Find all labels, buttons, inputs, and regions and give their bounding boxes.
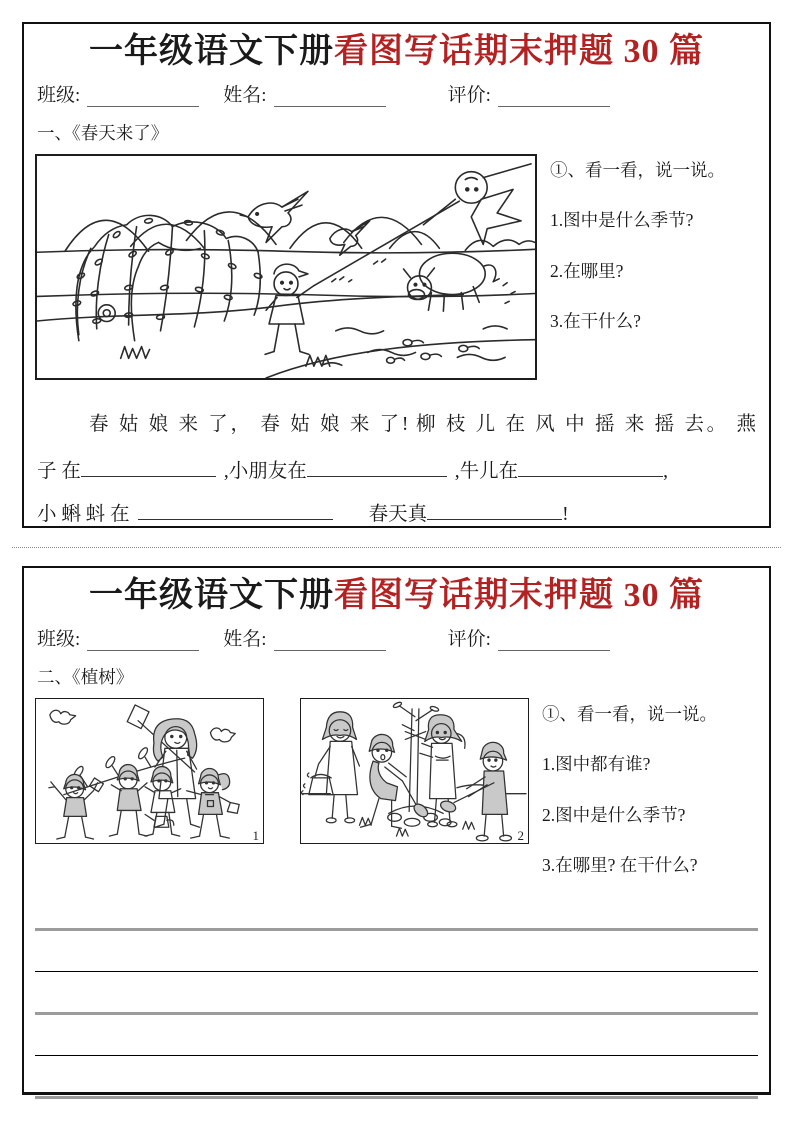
page-divider-dotted-line — [12, 547, 781, 548]
tree-planting-illustration-2 — [300, 698, 529, 844]
class-blank-line — [87, 630, 199, 651]
title-red-part: 看图写话期末押题 30 篇 — [334, 577, 704, 614]
fill-blank-spring — [427, 489, 562, 520]
page-title — [35, 576, 758, 617]
worksheet-page-1 — [22, 22, 771, 528]
paragraph-line-3 — [37, 489, 756, 532]
eval-field — [448, 86, 610, 107]
writing-lines-area — [35, 928, 758, 1099]
name-field — [223, 86, 385, 107]
class-label: 班级: — [37, 84, 81, 106]
eval-field — [448, 630, 610, 651]
paragraph-text: 子 在 — [37, 460, 81, 482]
eval-label: 评价: — [447, 628, 491, 650]
spring-scene-drawing — [37, 156, 535, 378]
question-item: 2.图中是什么季节? — [542, 804, 686, 825]
question-item: 1.图中都有谁? — [542, 754, 651, 775]
tree-planting-illustration-1 — [35, 698, 264, 844]
question-heading: ①、看一看，说一说。 — [550, 159, 725, 180]
name-blank-line — [274, 86, 386, 107]
fill-blank-children — [307, 446, 447, 477]
exercise-2-pictures — [35, 698, 529, 844]
paragraph-line-2 — [37, 446, 756, 489]
meta-row — [37, 623, 758, 651]
fill-blank-swallows — [81, 446, 216, 477]
meta-row — [37, 79, 758, 107]
paragraph-text: 小 蝌 蚪 在 — [37, 503, 130, 525]
paragraph-text: ,小朋友在 — [223, 460, 307, 482]
page-title — [35, 32, 758, 73]
class-field — [37, 86, 199, 107]
name-field — [223, 630, 385, 651]
name-blank-line — [274, 630, 386, 651]
writing-line — [35, 1012, 758, 1015]
eval-label: 评价: — [447, 84, 491, 106]
class-label: 班级: — [37, 628, 81, 650]
paragraph-text: ! — [562, 503, 569, 525]
exercise-1-row — [35, 154, 758, 380]
section-1-title: 一、《春天来了》 — [37, 122, 169, 143]
carrying-sapling-drawing — [36, 699, 263, 843]
title-black-part: 一年级语文下册 — [89, 577, 334, 614]
fill-in-paragraph — [35, 403, 758, 532]
writing-line — [35, 971, 758, 972]
eval-blank-line — [498, 86, 610, 107]
class-blank-line — [87, 86, 199, 107]
fill-blank-tadpoles — [138, 489, 333, 520]
question-item: 3.在干什么? — [550, 311, 641, 332]
question-item: 1.图中是什么季节? — [550, 210, 694, 231]
fill-blank-cow — [518, 446, 663, 477]
worksheet-page-2 — [22, 566, 771, 1095]
exercise-2-questions — [542, 698, 758, 878]
paragraph-text: ,牛儿在 — [454, 460, 519, 482]
name-label: 姓名: — [223, 84, 267, 106]
question-heading: ①、看一看，说一说。 — [542, 703, 717, 724]
picture-number: 1 — [252, 827, 259, 843]
writing-line — [35, 1096, 758, 1099]
paragraph-text: , — [663, 460, 669, 482]
planting-tree-drawing — [301, 699, 528, 843]
question-item: 3.在哪里? 在干什么? — [542, 855, 698, 876]
writing-line — [35, 1055, 758, 1056]
exercise-1-questions — [550, 154, 758, 334]
exercise-2-row — [35, 698, 758, 878]
title-red-part: 看图写话期末押题 30 篇 — [334, 33, 704, 70]
name-label: 姓名: — [223, 628, 267, 650]
paragraph-line-1: 春 姑 娘 来 了， 春 姑 娘 来 了! 柳 枝 儿 在 风 中 摇 来 摇 去。 燕 — [89, 413, 756, 435]
question-item: 2.在哪里? — [550, 260, 624, 281]
eval-blank-line — [498, 630, 610, 651]
picture-number: 2 — [517, 827, 524, 843]
class-field — [37, 630, 199, 651]
title-black-part: 一年级语文下册 — [89, 33, 334, 70]
spring-scene-illustration — [35, 154, 537, 380]
writing-line — [35, 928, 758, 931]
paragraph-text: 春天真 — [368, 503, 428, 525]
section-2-title: 二、《植树》 — [37, 666, 134, 687]
